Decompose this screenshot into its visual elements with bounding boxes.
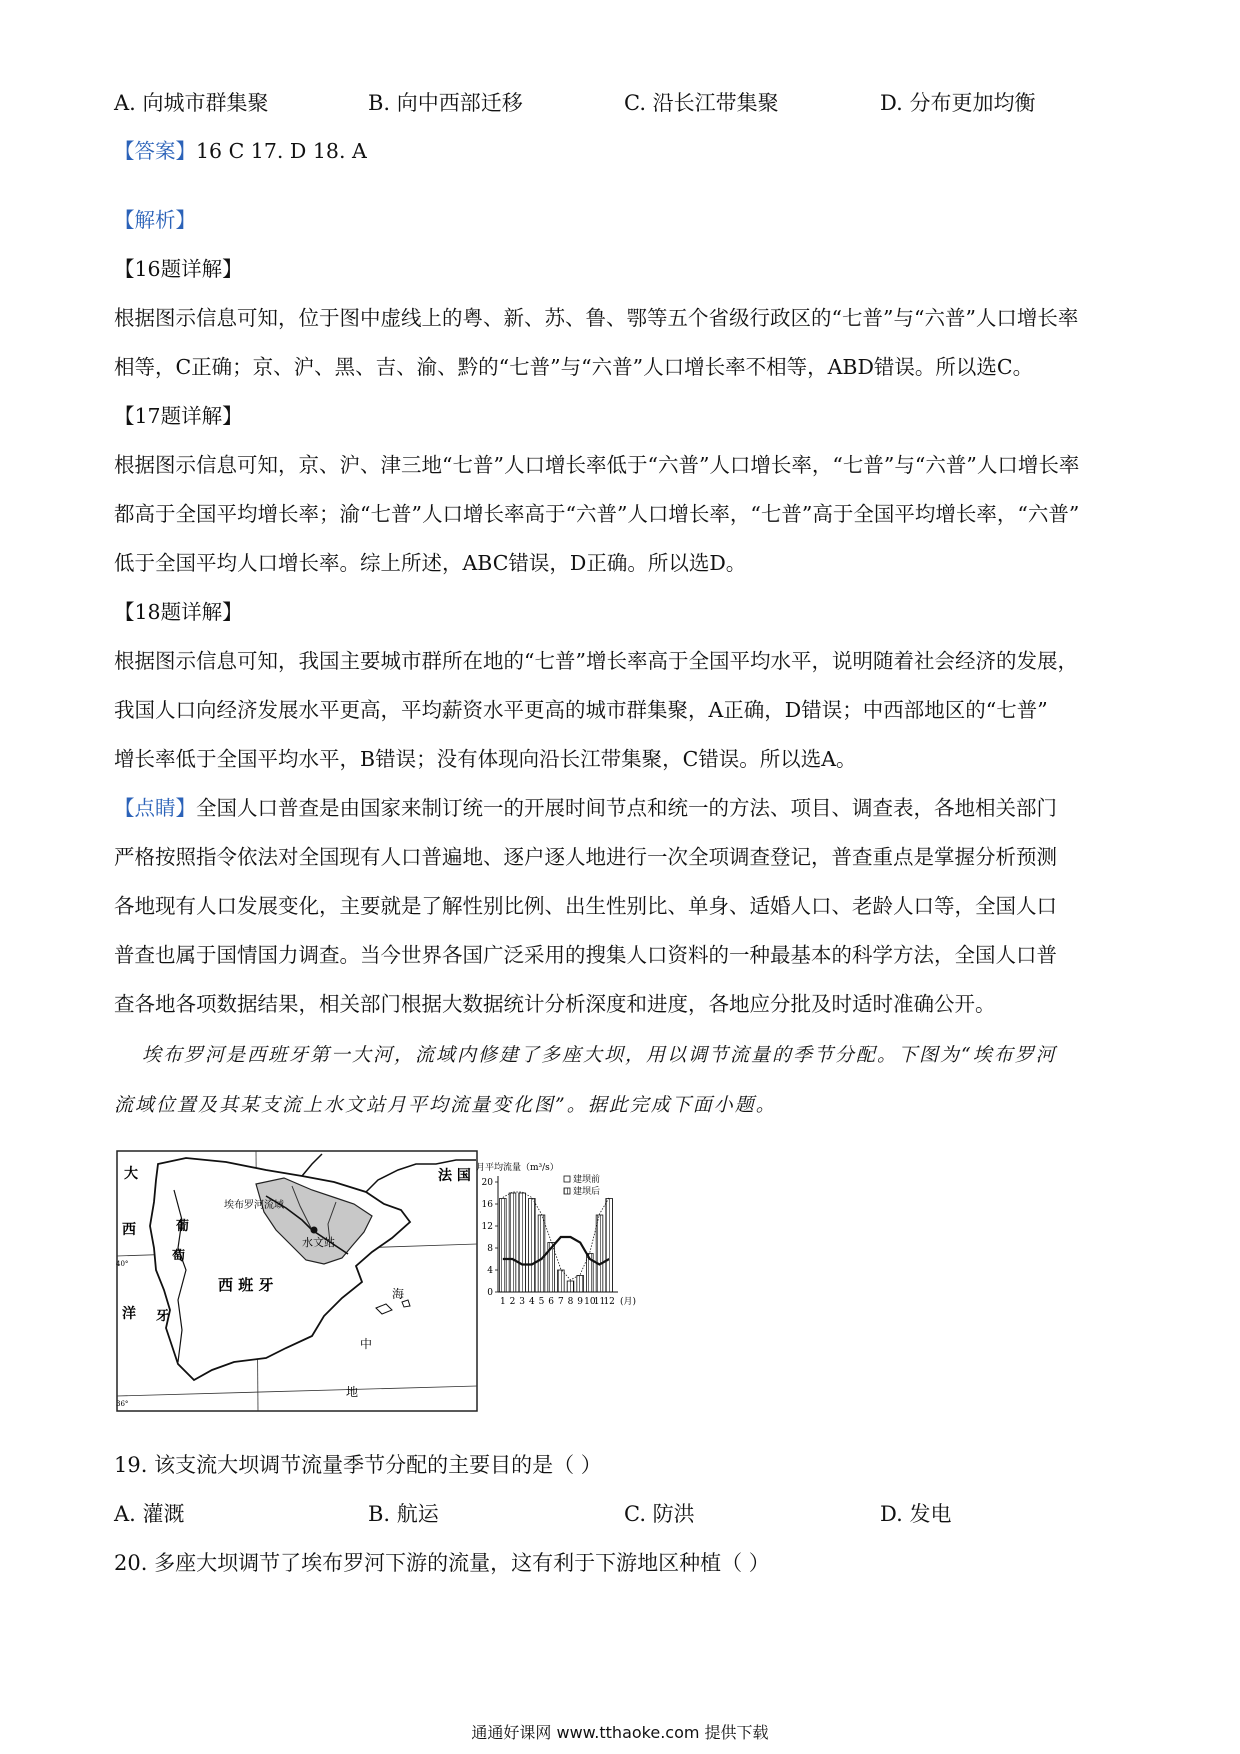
q19-stem: 19. 该支流大坝调节流量季节分配的主要目的是（ ）	[114, 1453, 602, 1477]
q16-line-1: 根据图示信息可知，位于图中虚线上的粤、新、苏、鲁、鄂等五个省级行政区的“七普”与“六普”人口增长率	[114, 306, 1079, 330]
x-tick-label: 1	[499, 1297, 506, 1307]
y-tick-label: 20	[481, 1178, 493, 1188]
tip-line-1: 【点睛】全国人口普查是由国家来制订统一的开展时间节点和统一的方法、项目、调查表，各地相关部门	[114, 796, 1057, 820]
y-axis-label: 月平均流量（m³/s）	[476, 1163, 559, 1173]
q16-heading: 【16题详解】	[114, 257, 243, 281]
y-tick-label: 4	[487, 1266, 493, 1276]
answer-line	[114, 136, 367, 166]
q17-line-2: 都高于全国平均增长率；渝“七普”人口增长率高于“六普”人口增长率，“七普”高于全国平均增长率，“六普”	[114, 502, 1080, 526]
intro-line-1: 埃布罗河是西班牙第一大河，流域内修建了多座大坝，用以调节流量的季节分配。下图为“埃布罗河	[142, 1044, 1057, 1066]
bar-before-dam	[529, 1199, 536, 1293]
q17-line-3: 低于全国平均人口增长率。综上所述，ABC错误，D正确。所以选D。	[114, 551, 747, 575]
label-portugal-3: 牙	[156, 1309, 170, 1324]
x-axis-label: (月)	[620, 1297, 637, 1307]
option-a: A. 向城市群集聚	[114, 91, 269, 115]
option-d: D. 分布更加均衡	[880, 91, 1036, 115]
q17-heading: 【17题详解】	[114, 404, 243, 428]
legend-swatch-after	[564, 1188, 570, 1194]
ebro-basin-map	[116, 1150, 478, 1412]
flow-chart	[474, 1160, 694, 1318]
x-tick-label: 12	[603, 1297, 615, 1307]
option-c: C. 沿长江带集聚	[624, 91, 779, 115]
bar-before-dam	[509, 1193, 516, 1292]
q19-option-a: A. 灌溉	[114, 1502, 185, 1526]
label-lat-40: 40°	[116, 1260, 129, 1268]
answer-label: 【答案】	[114, 139, 196, 163]
bar-before-dam	[500, 1199, 507, 1293]
tip-line-3: 各地现有人口发展变化，主要就是了解性别比例、出生性别比、单身、适婚人口、老龄人口等，全国人口	[114, 894, 1057, 918]
y-tick-label: 8	[487, 1244, 493, 1254]
x-tick-label: 11	[593, 1297, 606, 1307]
label-sea-1: 海	[392, 1287, 405, 1301]
tip-line-4: 普查也属于国情国力调查。当今世界各国广泛采用的搜集人口资料的一种最基本的科学方法，全国人口普	[114, 943, 1057, 967]
intro-line-2: 流域位置及其某支流上水文站月平均流量变化图”。据此完成下面小题。	[114, 1094, 777, 1116]
analysis-label: 【解析】	[114, 208, 196, 232]
bar-before-dam	[606, 1199, 613, 1293]
q19-option-d: D. 发电	[880, 1502, 952, 1526]
label-atlantic-1: 大	[124, 1166, 138, 1182]
x-tick-label: 6	[548, 1297, 555, 1307]
q18-line-1: 根据图示信息可知，我国主要城市群所在地的“七普”增长率高于全国平均水平，说明随着社会经济的发展，	[114, 649, 1078, 673]
bar-before-dam	[519, 1193, 526, 1292]
q18-line-2: 我国人口向经济发展水平更高，平均薪资水平更高的城市群集聚，A正确，D错误；中西部地区的“七普”	[114, 698, 1048, 722]
legend-swatch-before	[564, 1176, 570, 1182]
q19-option-c: C. 防洪	[624, 1502, 695, 1526]
x-tick-label: 9	[577, 1297, 584, 1307]
bar-before-dam	[558, 1270, 565, 1292]
y-tick-label: 12	[481, 1222, 493, 1232]
footer: 通通好课网 www.tthaoke.com 提供下载	[471, 1723, 769, 1742]
label-sea-2: 中	[360, 1337, 373, 1351]
x-tick-label: 3	[519, 1297, 526, 1307]
q19-option-b: B. 航运	[368, 1502, 439, 1526]
q16-line-2: 相等，C正确；京、沪、黑、吉、渝、黔的“七普”与“六普”人口增长率不相等，ABD错误。所以选C。	[114, 355, 1034, 379]
label-sea-3: 地	[346, 1385, 359, 1399]
label-portugal-2: 萄	[172, 1249, 186, 1264]
tip-line-5: 查各地各项数据结果，相关部门根据大数据统计分析深度和进度，各地应分批及时适时准确公开。	[114, 992, 996, 1016]
q18-line-3: 增长率低于全国平均水平，B错误；没有体现向沿长江带集聚，C错误。所以选A。	[114, 747, 857, 771]
x-tick-label: 7	[557, 1297, 564, 1307]
legend-label-before: 建坝前	[573, 1175, 601, 1185]
x-tick-label: 10	[584, 1297, 596, 1307]
answer-text: 16 C 17. D 18. A	[196, 139, 367, 163]
tip-label: 【点睛】	[114, 796, 196, 820]
bar-before-dam	[567, 1281, 574, 1292]
label-station: 水文站	[302, 1236, 335, 1249]
q18-heading: 【18题详解】	[114, 600, 243, 624]
label-france: 法 国	[438, 1168, 471, 1184]
option-b: B. 向中西部迁移	[368, 91, 523, 115]
label-lat-36: 36°	[116, 1400, 129, 1408]
legend-label-after: 建坝后	[573, 1187, 601, 1197]
x-tick-label: 8	[567, 1297, 574, 1307]
x-tick-label: 5	[538, 1297, 545, 1307]
hydro-station-dot	[311, 1227, 318, 1234]
bar-before-dam	[596, 1215, 603, 1292]
label-spain: 西 班 牙	[218, 1276, 274, 1294]
label-atlantic-2: 西	[122, 1222, 136, 1238]
label-basin: 埃布罗河流域	[224, 1200, 284, 1211]
x-tick-label: 2	[509, 1297, 516, 1307]
label-portugal-1: 葡	[176, 1219, 190, 1234]
tip-line-2: 严格按照指令依法对全国现有人口普遍地、逐户逐人地进行一次全项调查登记，普查重点是掌握分析预测	[114, 845, 1057, 869]
q20-stem: 20. 多座大坝调节了埃布罗河下游的流量，这有利于下游地区种植（ ）	[114, 1551, 770, 1575]
y-tick-label: 0	[487, 1288, 493, 1298]
x-tick-label: 4	[528, 1297, 535, 1307]
bar-before-dam	[577, 1276, 584, 1293]
label-atlantic-3: 洋	[122, 1306, 136, 1322]
q17-line-1: 根据图示信息可知，京、沪、津三地“七普”人口增长率低于“六普”人口增长率，“七普”与“六普”人口增长率	[114, 453, 1080, 477]
y-tick-label: 16	[481, 1200, 493, 1210]
bar-before-dam	[538, 1215, 545, 1292]
